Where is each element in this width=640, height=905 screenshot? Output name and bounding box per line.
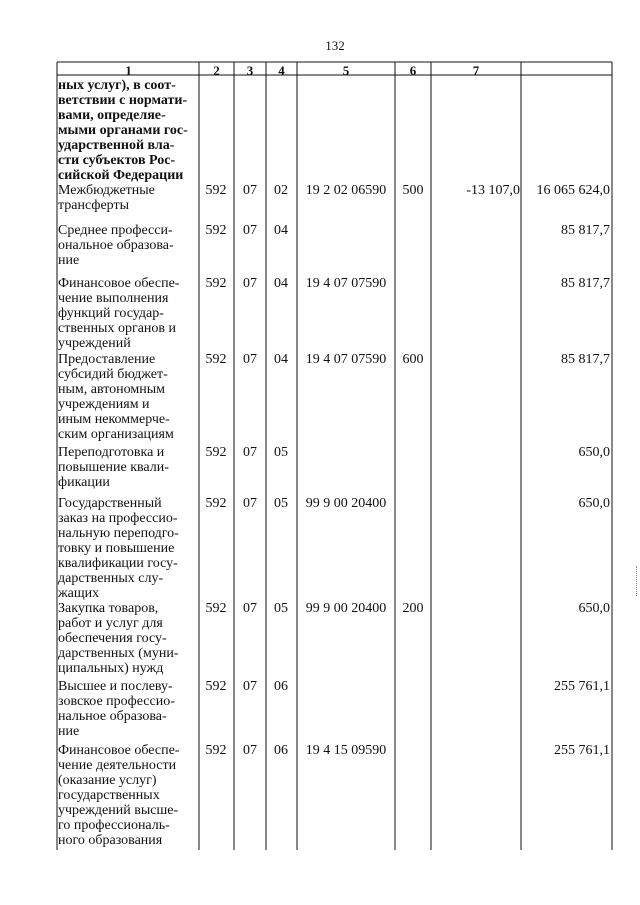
cell-expense-type: 200 <box>402 601 424 616</box>
header-col-4: 4 <box>278 63 285 78</box>
cell-section: 07 <box>243 276 257 291</box>
row-description: Высшее и послеву- зовское профессио- нальное образова- ние <box>58 679 175 739</box>
cell-admin-code: 592 <box>205 496 227 511</box>
row-description: Финансовое обеспе- чение выполнения функций государ- ственных органов и учреждений <box>58 276 180 351</box>
row-description: Предоставление субсидий бюджет- ным, автономным учреждениям и иным некоммерче- ским организациям <box>58 352 174 442</box>
page-number: 132 <box>325 38 345 53</box>
cell-subsection: 05 <box>274 496 288 511</box>
cell-subsection: 06 <box>274 743 288 758</box>
cell-section: 07 <box>243 352 257 367</box>
cell-admin-code: 592 <box>205 223 227 238</box>
cell-section: 07 <box>243 679 257 694</box>
cell-total-amount: 255 761,1 <box>554 743 610 758</box>
cell-admin-code: 592 <box>205 183 227 198</box>
cell-subsection: 05 <box>274 445 288 460</box>
row-description: Государственный заказ на профессио- нальную переподго- товку и повышение квалификации госу- дарственных слу- жащих <box>58 496 179 601</box>
cell-total-amount: 650,0 <box>578 445 610 460</box>
header-col-1: 1 <box>125 63 132 78</box>
header-col-5: 5 <box>342 63 350 78</box>
cell-expense-type: 600 <box>402 352 424 367</box>
cell-section: 07 <box>243 183 257 198</box>
cell-subsection: 06 <box>274 679 288 694</box>
cell-target-article: 19 4 15 09590 <box>305 743 387 758</box>
header-col-6: 6 <box>409 63 417 78</box>
cell-admin-code: 592 <box>205 276 227 291</box>
row-description: Финансовое обеспе- чение деятельности (оказание услуг) государственных учреждений высше- го профессиональ- ного образования <box>58 743 180 848</box>
row-description: Переподготовка и повышение квали- фикации <box>58 445 169 490</box>
cell-subsection: 04 <box>274 352 288 367</box>
cell-target-article: 99 9 00 20400 <box>305 601 387 616</box>
cell-section: 07 <box>243 743 257 758</box>
cell-subsection: 04 <box>274 276 288 291</box>
cell-admin-code: 592 <box>205 445 227 460</box>
cell-section: 07 <box>243 445 257 460</box>
cell-section: 07 <box>243 601 257 616</box>
cell-subsection: 05 <box>274 601 288 616</box>
margin-mark <box>636 566 639 596</box>
cell-total-amount: 650,0 <box>578 601 610 616</box>
cell-admin-code: 592 <box>205 352 227 367</box>
cell-target-article: 99 9 00 20400 <box>305 496 387 511</box>
cell-section: 07 <box>243 496 257 511</box>
cell-target-article: 19 2 02 06590 <box>305 183 387 198</box>
cell-section: 07 <box>243 223 257 238</box>
header-col-3: 3 <box>246 63 254 78</box>
cell-subsection: 04 <box>274 223 288 238</box>
cell-total-amount: 85 817,7 <box>561 276 610 291</box>
cell-admin-code: 592 <box>205 601 227 616</box>
header-col-7: 7 <box>472 63 480 78</box>
cell-target-article: 19 4 07 07590 <box>305 352 387 367</box>
cell-total-amount: 85 817,7 <box>561 352 610 367</box>
cell-subsection: 02 <box>274 183 288 198</box>
row-description: ных услуг), в соот- ветствии с нормати- вами, определяе- мыми органами гос- ударственной вла- сти субъектов Рос- сийской Федерации <box>58 78 188 183</box>
cell-total-amount: 650,0 <box>578 496 610 511</box>
cell-total-amount: 16 065 624,0 <box>536 183 610 198</box>
cell-admin-code: 592 <box>205 679 227 694</box>
header-col-2: 2 <box>213 63 220 78</box>
cell-total-amount: 85 817,7 <box>561 223 610 238</box>
cell-change-amount: -13 107,0 <box>466 183 520 198</box>
row-description: Закупка товаров, работ и услуг для обеспечения госу- дарственных (муни- ципальных) нужд <box>58 601 179 676</box>
row-description: Межбюджетные трансферты <box>58 183 155 213</box>
cell-admin-code: 592 <box>205 743 227 758</box>
cell-expense-type: 500 <box>402 183 424 198</box>
row-description: Среднее професси- ональное образова- ние <box>58 223 174 268</box>
cell-total-amount: 255 761,1 <box>554 679 610 694</box>
cell-target-article: 19 4 07 07590 <box>305 276 387 291</box>
